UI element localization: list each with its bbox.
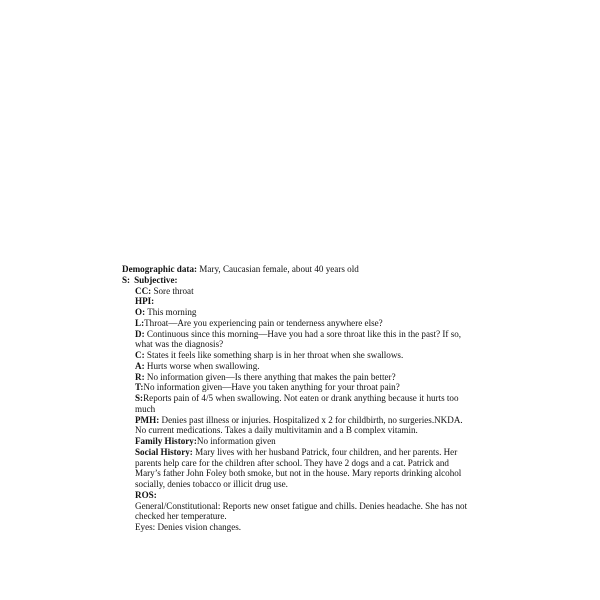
character-label: C: bbox=[135, 350, 145, 360]
duration-text: Continuous since this morning—Have you had a sore throat like this in the past? If so, bbox=[144, 328, 462, 339]
ros-general-line-continued bbox=[122, 511, 482, 522]
ros-general-text-continued: checked her temperature. bbox=[135, 511, 227, 522]
duration-label: D: bbox=[135, 328, 145, 339]
relieving-label: R: bbox=[135, 371, 145, 382]
demographic-data-line bbox=[122, 264, 482, 275]
duration-line bbox=[122, 329, 482, 340]
relieving-text: No information given—Is there anything that makes the pain better? bbox=[144, 371, 396, 382]
pmh-text-continued: No current medications. Takes a daily multivitamin and a B complex vitamin. bbox=[135, 425, 418, 436]
subjective-label: Subjective: bbox=[134, 274, 178, 285]
pmh-line bbox=[122, 415, 482, 426]
treatment-text: No information given—Have you taken anything for your throat pain? bbox=[143, 382, 400, 393]
social-history-label: Social History: bbox=[135, 446, 193, 457]
demographic-label: Demographic data: bbox=[122, 264, 198, 274]
aggravating-text: Hurts worse when swallowing. bbox=[144, 360, 260, 371]
aggravating-line bbox=[122, 361, 482, 372]
aggravating-label: A: bbox=[135, 360, 145, 371]
cc-label: CC: bbox=[135, 285, 152, 296]
family-history-label: Family History: bbox=[135, 436, 197, 446]
ros-general-text: General/Constitutional: Reports new onset fatigue and chills. Denies headache. She has not bbox=[135, 500, 468, 511]
ros-general-line bbox=[122, 501, 482, 512]
duration-line-continued bbox=[122, 339, 482, 350]
pmh-text: Denies past illness or injuries. Hospitalized x 2 for childbirth, no surgeries.NKDA. bbox=[159, 414, 463, 425]
demographic-text: Mary, Caucasian female, about 40 years old bbox=[197, 264, 359, 274]
severity-line-continued bbox=[122, 404, 482, 415]
treatment-label: T: bbox=[135, 382, 144, 393]
soap-note bbox=[122, 264, 482, 533]
chief-complaint-line bbox=[122, 286, 482, 297]
cc-text: Sore throat bbox=[151, 285, 194, 296]
social-history-text-2: parents help care for the children after school. They have 2 dogs and a cat. Patrick and bbox=[135, 457, 449, 468]
social-history-line-3 bbox=[122, 468, 482, 479]
onset-line bbox=[122, 307, 482, 318]
duration-text-continued: what was the diagnosis? bbox=[135, 339, 224, 350]
social-history-text: Mary lives with her husband Patrick, four children, and her parents. Her bbox=[192, 446, 458, 457]
location-line bbox=[122, 318, 482, 329]
location-label: L: bbox=[135, 317, 145, 328]
social-history-text-4: socially, denies tobacco or illicit drug use. bbox=[135, 479, 288, 489]
onset-text: This morning bbox=[145, 307, 197, 317]
ros-label: ROS: bbox=[135, 489, 157, 500]
ros-heading bbox=[122, 490, 482, 501]
social-history-line bbox=[122, 447, 482, 458]
severity-text: Reports pain of 4/5 when swallowing. Not eaten or drank anything because it hurts too bbox=[143, 393, 459, 403]
pmh-line-continued bbox=[122, 425, 482, 436]
treatment-line bbox=[122, 382, 482, 393]
ros-eyes-line bbox=[122, 522, 482, 533]
severity-text-continued: much bbox=[135, 403, 156, 414]
family-history-line bbox=[122, 436, 482, 447]
character-text: States it feels like something sharp is in her throat when she swallows. bbox=[144, 350, 404, 360]
subjective-heading bbox=[122, 275, 482, 286]
location-text: Throat—Are you experiencing pain or tenderness anywhere else? bbox=[144, 317, 383, 328]
hpi-heading bbox=[122, 296, 482, 307]
social-history-line-2 bbox=[122, 458, 482, 469]
ros-eyes-text: Eyes: Denies vision changes. bbox=[135, 522, 242, 532]
relieving-line bbox=[122, 372, 482, 383]
severity-line bbox=[122, 393, 482, 404]
character-line bbox=[122, 350, 482, 361]
family-history-text: No information given bbox=[196, 436, 276, 446]
onset-label: O: bbox=[135, 307, 146, 317]
severity-label: S: bbox=[135, 393, 144, 403]
social-history-line-4 bbox=[122, 479, 482, 490]
pmh-label: PMH: bbox=[135, 414, 160, 425]
social-history-text-3: Mary’s father John Foley both smoke, but not in the house. Mary reports drinking alcohol bbox=[135, 468, 462, 479]
hpi-label: HPI: bbox=[135, 296, 155, 307]
subjective-prefix: S: bbox=[122, 274, 131, 285]
